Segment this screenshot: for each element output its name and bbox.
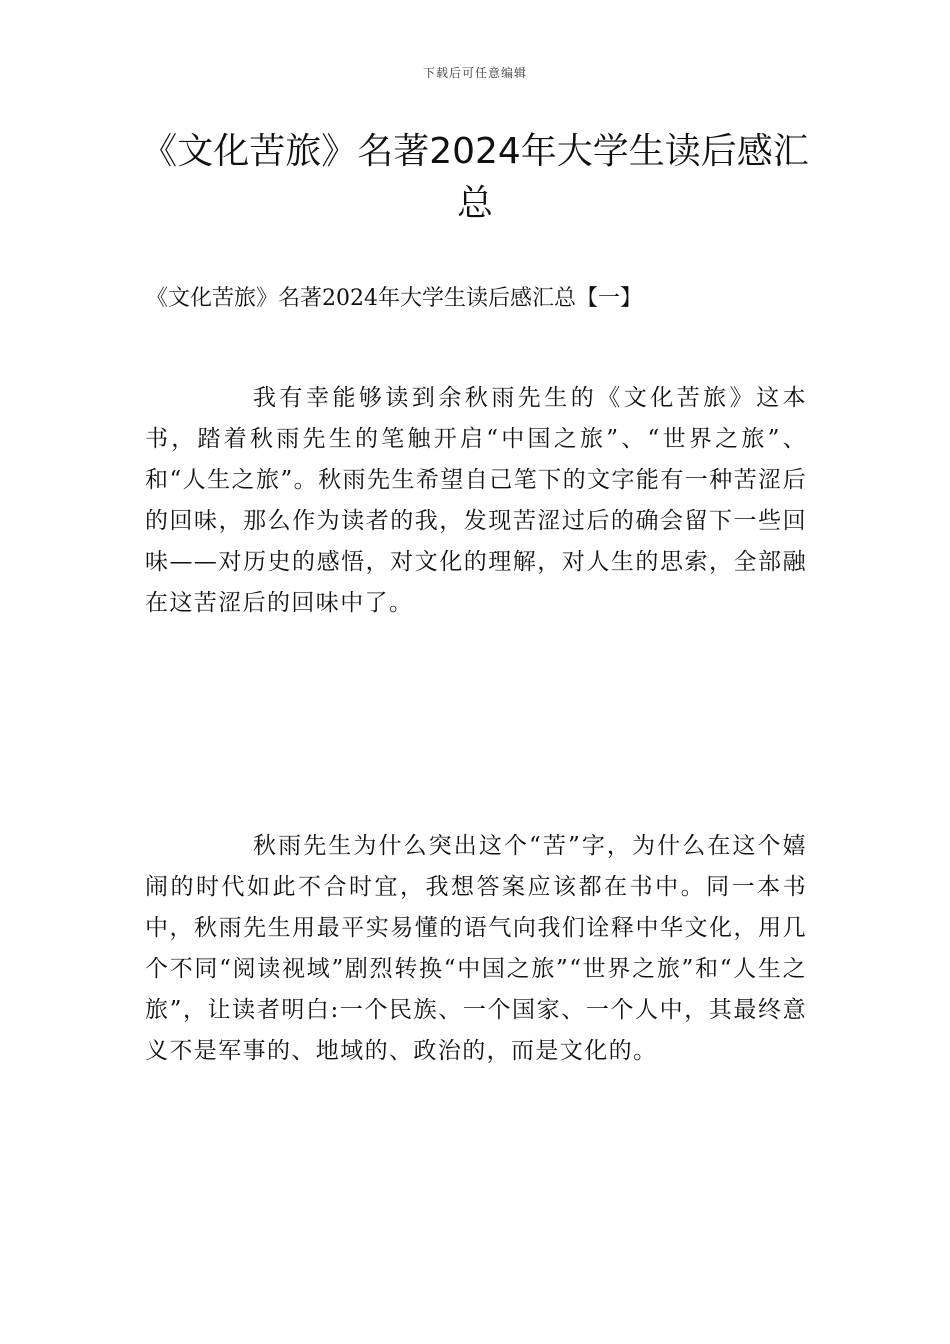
header-note: 下载后可任意编辑	[422, 66, 527, 80]
body-paragraph-1: 我有幸能够读到余秋雨先生的《文化苦旅》这本书，踏着秋雨先生的笔触开启“中国之旅”、“世界之旅”、和“人生之旅”。秋雨先生希望自己笔下的文字能有一种苦涩后的回味，那么作为读者的我，发现苦涩过后的确会留下一些回味——对历史的感悟，对文化的理解，对人生的思索，全部融在这苦涩后的回味中了。	[145, 385, 807, 616]
body-paragraph-2: 秋雨先生为什么突出这个“苦”字，为什么在这个嬉闹的时代如此不合时宜，我想答案应该都在书中。同一本书中，秋雨先生用最平实易懂的语气向我们诠释中华文化，用几个不同“阅读视域”剧烈转换“中国之旅”“世界之旅”和“人生之旅”，让读者明白:一个民族、一个国家、一个人中，其最终意义不是军事的、地域的、政治的，而是文化的。	[145, 833, 807, 1064]
section-heading: 《文化苦旅》名著2024年大学生读后感汇总【一】	[146, 286, 642, 311]
document-title: 《文化苦旅》名著2024年大学生读后感汇总	[141, 131, 809, 224]
